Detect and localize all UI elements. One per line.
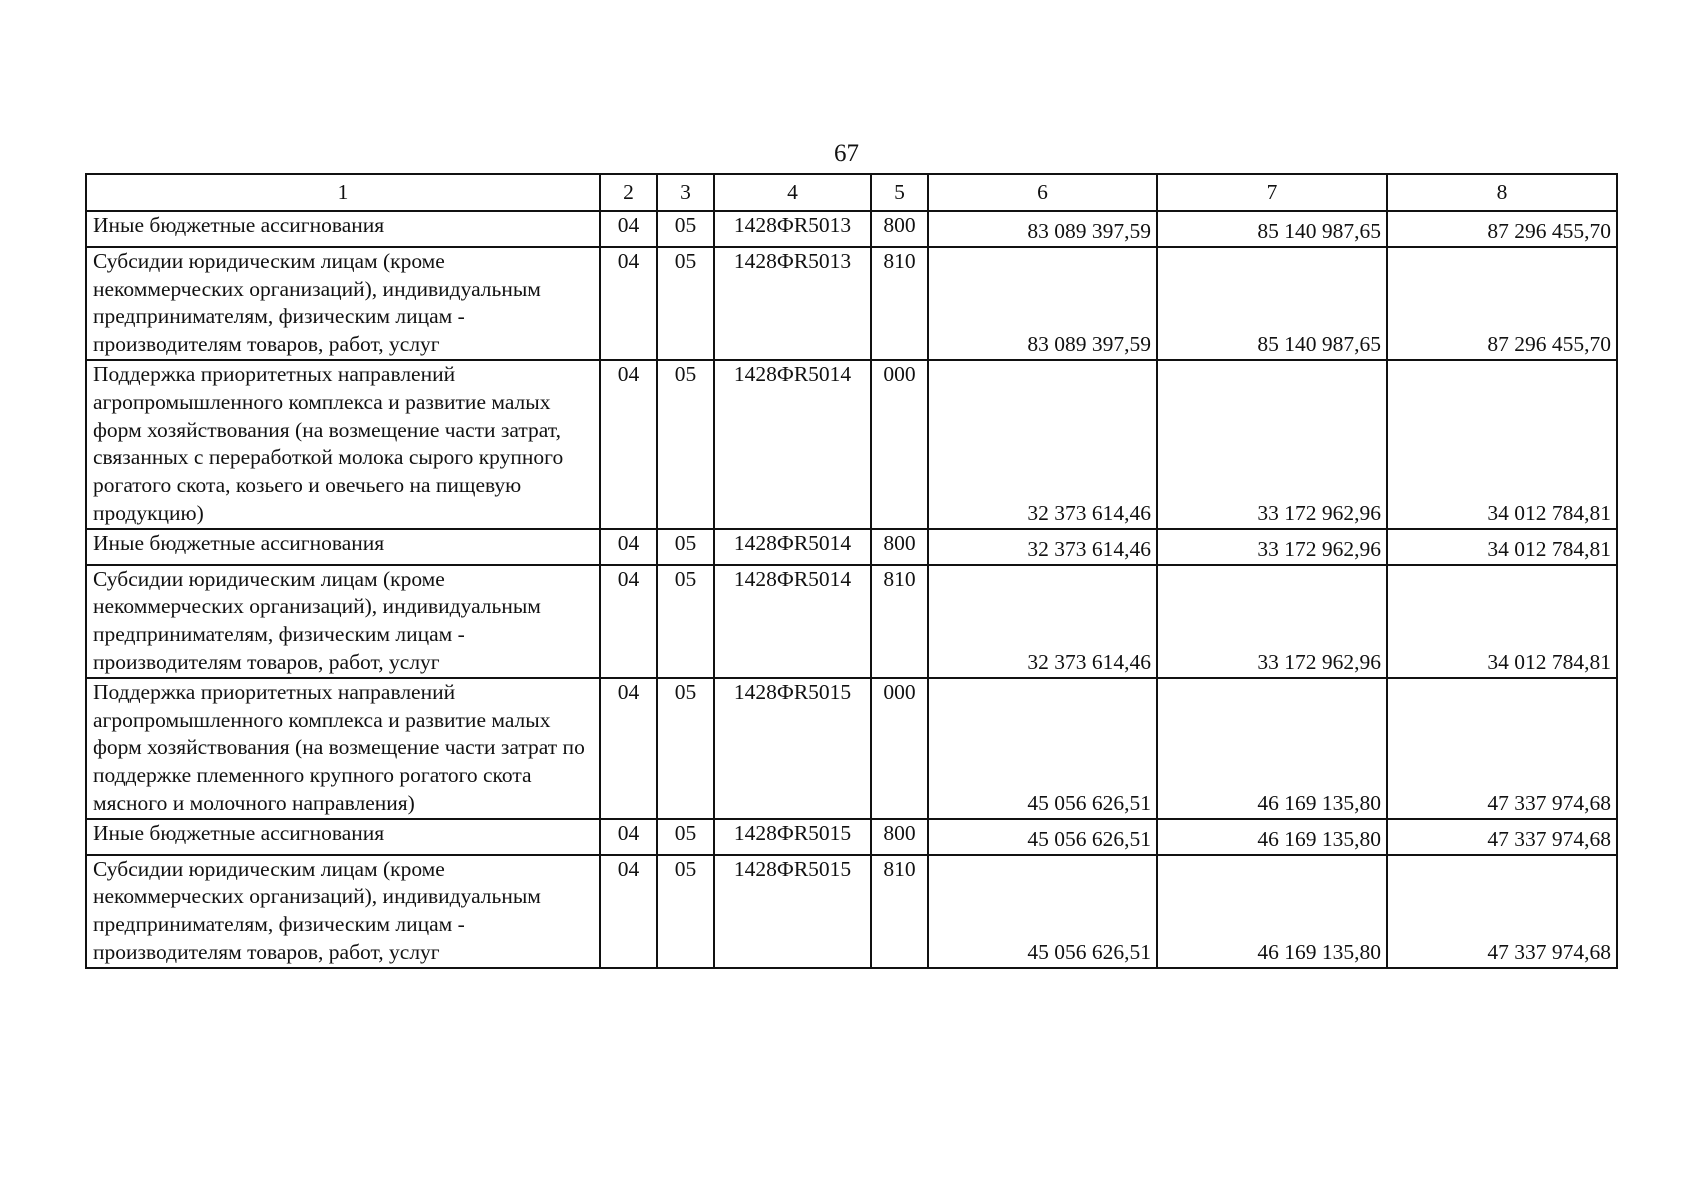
row-name: Поддержка приоритетных направлений агропромышленного комплекса и развитие малых форм хозяйствования (на возмещение части затрат, связанных с переработкой молока сырого крупного рогатого скота, козьего и овечьего на пищевую продукцию)	[86, 360, 600, 529]
target-article-code: 1428ФR5015	[714, 819, 871, 855]
amount-col6: 32 373 614,46	[928, 565, 1157, 678]
row-name: Субсидии юридическим лицам (кроме некоммерческих организаций), индивидуальным предпринимателям, физическим лицам - производителям товаров, работ, услуг	[86, 247, 600, 360]
subsection-code: 05	[657, 211, 714, 247]
section-code: 04	[600, 529, 657, 565]
row-name: Иные бюджетные ассигнования	[86, 211, 600, 247]
expense-type-code: 810	[871, 855, 928, 968]
section-code: 04	[600, 855, 657, 968]
amount-col6: 45 056 626,51	[928, 855, 1157, 968]
header-cell: 3	[657, 174, 714, 211]
header-cell: 2	[600, 174, 657, 211]
amount-col7: 46 169 135,80	[1157, 819, 1387, 855]
page-number: 67	[834, 140, 859, 167]
subsection-code: 05	[657, 529, 714, 565]
table-row	[86, 565, 1617, 678]
section-code: 04	[600, 565, 657, 678]
amount-col7: 33 172 962,96	[1157, 565, 1387, 678]
amount-col8: 34 012 784,81	[1387, 565, 1617, 678]
amount-col7: 33 172 962,96	[1157, 360, 1387, 529]
expense-type-code: 810	[871, 247, 928, 360]
section-code: 04	[600, 678, 657, 819]
target-article-code: 1428ФR5013	[714, 211, 871, 247]
amount-col8: 87 296 455,70	[1387, 247, 1617, 360]
header-cell: 7	[1157, 174, 1387, 211]
subsection-code: 05	[657, 360, 714, 529]
subsection-code: 05	[657, 565, 714, 678]
amount-col8: 87 296 455,70	[1387, 211, 1617, 247]
amount-col8: 34 012 784,81	[1387, 529, 1617, 565]
amount-col7: 46 169 135,80	[1157, 678, 1387, 819]
table-row	[86, 678, 1617, 819]
row-name: Субсидии юридическим лицам (кроме некоммерческих организаций), индивидуальным предпринимателям, физическим лицам - производителям товаров, работ, услуг	[86, 855, 600, 968]
subsection-code: 05	[657, 819, 714, 855]
row-name: Субсидии юридическим лицам (кроме некоммерческих организаций), индивидуальным предпринимателям, физическим лицам - производителям товаров, работ, услуг	[86, 565, 600, 678]
section-code: 04	[600, 247, 657, 360]
target-article-code: 1428ФR5014	[714, 529, 871, 565]
subsection-code: 05	[657, 855, 714, 968]
amount-col7: 46 169 135,80	[1157, 855, 1387, 968]
amount-col6: 32 373 614,46	[928, 360, 1157, 529]
expense-type-code: 800	[871, 529, 928, 565]
table-row	[86, 360, 1617, 529]
target-article-code: 1428ФR5015	[714, 855, 871, 968]
amount-col8: 34 012 784,81	[1387, 360, 1617, 529]
expense-type-code: 810	[871, 565, 928, 678]
amount-col7: 85 140 987,65	[1157, 211, 1387, 247]
amount-col6: 83 089 397,59	[928, 211, 1157, 247]
budget-table	[85, 173, 1618, 969]
header-row	[86, 174, 1617, 211]
table-row	[86, 855, 1617, 968]
target-article-code: 1428ФR5014	[714, 565, 871, 678]
expense-type-code: 800	[871, 819, 928, 855]
target-article-code: 1428ФR5015	[714, 678, 871, 819]
amount-col7: 33 172 962,96	[1157, 529, 1387, 565]
header-cell: 8	[1387, 174, 1617, 211]
subsection-code: 05	[657, 678, 714, 819]
table-row	[86, 819, 1617, 855]
section-code: 04	[600, 360, 657, 529]
header-cell: 1	[86, 174, 600, 211]
amount-col6: 32 373 614,46	[928, 529, 1157, 565]
target-article-code: 1428ФR5014	[714, 360, 871, 529]
expense-type-code: 000	[871, 678, 928, 819]
expense-type-code: 800	[871, 211, 928, 247]
table-row	[86, 211, 1617, 247]
amount-col6: 45 056 626,51	[928, 819, 1157, 855]
amount-col8: 47 337 974,68	[1387, 819, 1617, 855]
amount-col8: 47 337 974,68	[1387, 678, 1617, 819]
amount-col6: 83 089 397,59	[928, 247, 1157, 360]
table-row	[86, 247, 1617, 360]
header-cell: 6	[928, 174, 1157, 211]
amount-col7: 85 140 987,65	[1157, 247, 1387, 360]
section-code: 04	[600, 819, 657, 855]
subsection-code: 05	[657, 247, 714, 360]
row-name: Иные бюджетные ассигнования	[86, 819, 600, 855]
row-name: Иные бюджетные ассигнования	[86, 529, 600, 565]
expense-type-code: 000	[871, 360, 928, 529]
row-name: Поддержка приоритетных направлений агропромышленного комплекса и развитие малых форм хозяйствования (на возмещение части затрат по поддержке племенного крупного рогатого скота мясного и молочного направления)	[86, 678, 600, 819]
target-article-code: 1428ФR5013	[714, 247, 871, 360]
section-code: 04	[600, 211, 657, 247]
amount-col6: 45 056 626,51	[928, 678, 1157, 819]
header-cell: 5	[871, 174, 928, 211]
amount-col8: 47 337 974,68	[1387, 855, 1617, 968]
table-row	[86, 529, 1617, 565]
header-cell: 4	[714, 174, 871, 211]
